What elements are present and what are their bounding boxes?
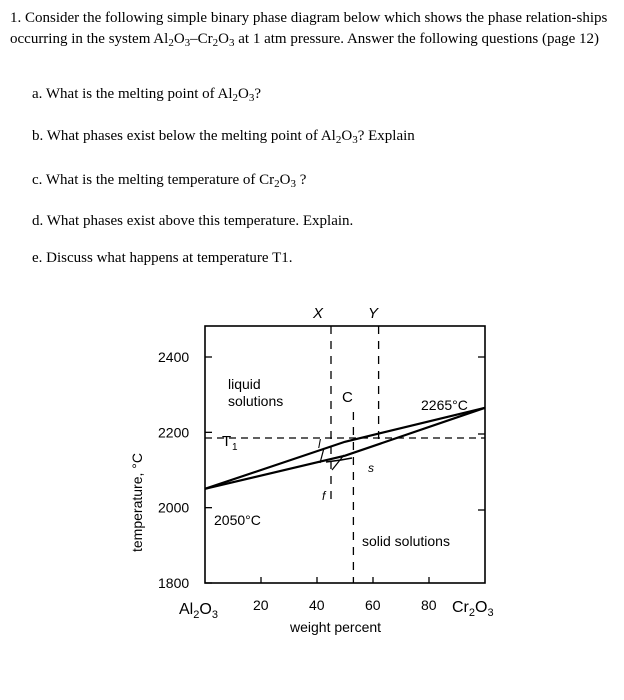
- x-right-label: $Cr_2O_3$: [452, 599, 494, 619]
- subscript: 3: [229, 37, 235, 49]
- t1-label: T: [222, 433, 232, 450]
- subscript: 3: [184, 37, 191, 49]
- subscript: 2: [232, 92, 239, 104]
- subscript: 2: [212, 37, 219, 49]
- right-endpoint-label: 2265°C: [421, 397, 468, 413]
- question-text: c. What is the melting temperature of Cr: [32, 172, 275, 188]
- x-left-label: $Al_2O_3$: [179, 601, 218, 621]
- question-text: O: [279, 172, 291, 188]
- intro-text: O: [218, 31, 229, 47]
- x-tick-label: 80: [421, 597, 437, 613]
- solidus-curve: [205, 408, 485, 489]
- question-text: ?: [254, 86, 262, 102]
- question-d: d. What phases exist above this temperature. Explain.: [32, 213, 354, 229]
- y-axis-title: temperature, °C: [129, 453, 145, 552]
- question-e: e. Discuss what happens at temperature T1.: [32, 250, 293, 266]
- y-tick-label: 2200: [158, 424, 190, 441]
- y-ticks: [158, 349, 212, 591]
- intro-text: 1. Consider the following simple binary phase diagram below which shows the phase relation-ships occurring in the system Al: [10, 10, 608, 47]
- intro-text: –Cr: [190, 31, 213, 47]
- point-s-label: s: [368, 461, 374, 475]
- region-liquid-label: liquid: [228, 376, 261, 392]
- point-f-label: f: [322, 489, 326, 503]
- subscript: 3: [248, 92, 255, 104]
- x-tick-label: 60: [365, 597, 381, 613]
- question-text: O: [341, 128, 353, 144]
- liquidus-curve: [205, 408, 485, 489]
- composition-y-label: Y: [368, 305, 379, 322]
- point-l-label: l: [318, 437, 321, 451]
- subscript: 2: [274, 178, 280, 190]
- subscript: 3: [352, 134, 358, 146]
- left-endpoint-label: 2050°C: [214, 512, 261, 528]
- composition-x-label: X: [313, 305, 324, 322]
- y-tick-label: 2000: [158, 499, 190, 516]
- subscript: 2: [168, 37, 174, 49]
- question-text: ?: [296, 172, 307, 188]
- t1-subscript: 1: [232, 442, 238, 453]
- point-c-label: C: [342, 389, 353, 406]
- region-solid-label: solid solutions: [362, 533, 450, 549]
- question-text: O: [238, 86, 249, 102]
- region-liquid-label-2: solutions: [228, 393, 284, 409]
- y-tick-label: 1800: [158, 575, 190, 591]
- subscript: 3: [290, 178, 296, 190]
- question-text: ? Explain: [357, 128, 415, 144]
- intro-text: at 1 atm pressure. Answer the following questions (page 12): [234, 31, 600, 47]
- y-tick-label: 2400: [158, 349, 190, 365]
- x-tick-label: 40: [309, 597, 325, 613]
- x-axis-title: weight percent: [290, 619, 382, 635]
- question-text: b. What phases exist below the melting point of Al: [32, 128, 336, 144]
- subscript: 2: [335, 134, 342, 146]
- question-text: a. What is the melting point of Al: [32, 86, 233, 102]
- x-tick-label: 20: [253, 597, 269, 613]
- intro-text: O: [173, 31, 185, 47]
